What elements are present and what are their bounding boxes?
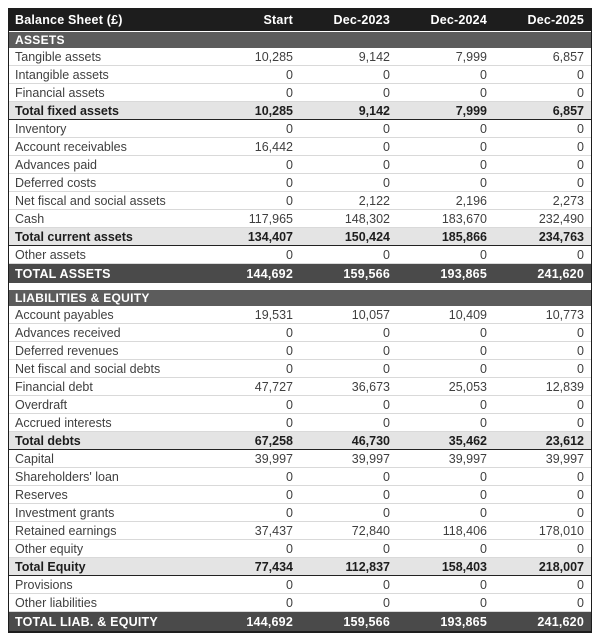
cell-value: 0 [577, 469, 584, 484]
cell-value: 0 [383, 397, 390, 412]
row-label: Reserves [15, 487, 68, 502]
table-row [9, 360, 591, 378]
cell-value: 0 [286, 85, 293, 100]
cell-value: 0 [286, 157, 293, 172]
table-row [9, 246, 591, 264]
cell-value: 0 [286, 325, 293, 340]
cell-value: 0 [577, 175, 584, 190]
cell-value: 0 [480, 361, 487, 376]
cell-value: 0 [577, 487, 584, 502]
cell-value: 0 [577, 157, 584, 172]
table-row [9, 594, 591, 612]
cell-value: 0 [383, 577, 390, 592]
cell-value: 0 [577, 595, 584, 610]
table-body [9, 31, 591, 631]
table-row [9, 342, 591, 360]
column-header: Start [263, 12, 293, 27]
row-label: Total fixed assets [15, 103, 119, 118]
cell-value: 158,403 [441, 559, 487, 574]
cell-value: 0 [480, 541, 487, 556]
cell-value: 0 [286, 469, 293, 484]
row-label: Advances received [15, 325, 121, 340]
row-label: Total debts [15, 433, 81, 448]
cell-value: 0 [286, 415, 293, 430]
cell-value: 218,007 [538, 559, 584, 574]
row-label: Other assets [15, 247, 86, 262]
cell-value: 7,999 [455, 49, 487, 64]
cell-value: 0 [286, 247, 293, 262]
row-label: Intangible assets [15, 67, 109, 82]
cell-value: 0 [480, 175, 487, 190]
table-row [9, 210, 591, 228]
cell-value: 193,865 [440, 266, 487, 281]
cell-value: 0 [577, 577, 584, 592]
cell-value: 46,730 [351, 433, 390, 448]
table-header-row [9, 8, 591, 31]
table-row [9, 192, 591, 210]
cell-value: 25,053 [448, 379, 487, 394]
cell-value: 0 [286, 487, 293, 502]
row-label: Retained earnings [15, 523, 117, 538]
table-row [9, 486, 591, 504]
cell-value: 0 [286, 577, 293, 592]
cell-value: 0 [286, 67, 293, 82]
cell-value: 39,997 [545, 451, 584, 466]
cell-value: 0 [383, 175, 390, 190]
row-label: Account receivables [15, 139, 127, 154]
cell-value: 0 [480, 85, 487, 100]
row-label: Total current assets [15, 229, 133, 244]
cell-value: 159,566 [343, 614, 390, 629]
total-row-label: TOTAL ASSETS [15, 266, 111, 281]
total-row [9, 612, 591, 631]
row-label: Other equity [15, 541, 84, 556]
cell-value: 0 [480, 343, 487, 358]
cell-value: 39,997 [254, 451, 293, 466]
table-row [9, 540, 591, 558]
cell-value: 234,763 [538, 229, 584, 244]
cell-value: 144,692 [246, 266, 293, 281]
cell-value: 0 [286, 361, 293, 376]
cell-value: 148,302 [344, 211, 390, 226]
cell-value: 0 [577, 247, 584, 262]
cell-value: 0 [286, 397, 293, 412]
cell-value: 10,409 [448, 307, 487, 322]
table-row [9, 504, 591, 522]
cell-value: 0 [286, 193, 293, 208]
cell-value: 134,407 [247, 229, 293, 244]
cell-value: 10,285 [254, 49, 293, 64]
cell-value: 0 [577, 361, 584, 376]
cell-value: 0 [480, 67, 487, 82]
cell-value: 178,010 [538, 523, 584, 538]
cell-value: 0 [383, 157, 390, 172]
row-label: Provisions [15, 577, 73, 592]
cell-value: 77,434 [254, 559, 293, 574]
cell-value: 185,866 [441, 229, 487, 244]
balance-sheet-table [8, 8, 592, 633]
cell-value: 0 [383, 469, 390, 484]
cell-value: 0 [286, 343, 293, 358]
cell-value: 118,406 [442, 523, 487, 538]
table-row [9, 120, 591, 138]
cell-value: 10,285 [254, 103, 293, 118]
cell-value: 0 [286, 541, 293, 556]
cell-value: 150,424 [344, 229, 390, 244]
cell-value: 0 [577, 325, 584, 340]
cell-value: 39,997 [351, 451, 390, 466]
row-label: Cash [15, 211, 45, 226]
table-row [9, 174, 591, 192]
section-header-label: LIABILITIES & EQUITY [15, 291, 150, 305]
cell-value: 0 [480, 247, 487, 262]
cell-value: 10,057 [351, 307, 390, 322]
table-row [9, 450, 591, 468]
cell-value: 0 [480, 415, 487, 430]
subtotal-row [9, 228, 591, 246]
cell-value: 117,965 [248, 211, 293, 226]
cell-value: 0 [480, 397, 487, 412]
table-row [9, 138, 591, 156]
table-title: Balance Sheet (£) [15, 12, 123, 27]
cell-value: 0 [577, 415, 584, 430]
row-label: Tangible assets [15, 49, 102, 64]
cell-value: 7,999 [455, 103, 487, 118]
cell-value: 0 [383, 85, 390, 100]
cell-value: 9,142 [358, 49, 390, 64]
cell-value: 232,490 [538, 211, 584, 226]
table-row [9, 84, 591, 102]
cell-value: 10,773 [545, 307, 584, 322]
cell-value: 0 [480, 157, 487, 172]
cell-value: 159,566 [343, 266, 390, 281]
cell-value: 0 [383, 139, 390, 154]
column-header: Dec-2024 [430, 12, 487, 27]
subtotal-row [9, 558, 591, 576]
row-label: Shareholders' loan [15, 469, 119, 484]
cell-value: 2,273 [552, 193, 584, 208]
cell-value: 0 [480, 121, 487, 136]
table-row [9, 576, 591, 594]
row-label: Account payables [15, 307, 114, 322]
cell-value: 0 [383, 343, 390, 358]
cell-value: 0 [480, 577, 487, 592]
table-row [9, 396, 591, 414]
cell-value: 241,620 [537, 266, 584, 281]
table-row [9, 522, 591, 540]
row-label: Accrued interests [15, 415, 112, 430]
table-row [9, 48, 591, 66]
section-header-row [9, 289, 591, 306]
cell-value: 0 [480, 487, 487, 502]
cell-value: 0 [286, 505, 293, 520]
row-label: Inventory [15, 121, 67, 136]
cell-value: 193,865 [440, 614, 487, 629]
cell-value: 6,857 [552, 49, 584, 64]
cell-value: 2,122 [358, 193, 390, 208]
row-label: Advances paid [15, 157, 98, 172]
cell-value: 0 [577, 343, 584, 358]
row-label: Deferred revenues [15, 343, 119, 358]
column-header: Dec-2025 [527, 12, 584, 27]
cell-value: 0 [383, 415, 390, 430]
cell-value: 0 [480, 595, 487, 610]
cell-value: 0 [383, 247, 390, 262]
row-label: Capital [15, 451, 54, 466]
cell-value: 144,692 [246, 614, 293, 629]
table-row [9, 378, 591, 396]
total-row [9, 264, 591, 283]
cell-value: 72,840 [351, 523, 390, 538]
cell-value: 0 [480, 469, 487, 484]
cell-value: 0 [383, 361, 390, 376]
cell-value: 47,727 [254, 379, 293, 394]
cell-value: 0 [286, 121, 293, 136]
cell-value: 37,437 [254, 523, 293, 538]
cell-value: 0 [577, 121, 584, 136]
table-row [9, 156, 591, 174]
cell-value: 0 [383, 487, 390, 502]
row-label: Investment grants [15, 505, 115, 520]
cell-value: 0 [577, 505, 584, 520]
row-label: Net fiscal and social debts [15, 361, 161, 376]
cell-value: 0 [480, 325, 487, 340]
cell-value: 0 [383, 325, 390, 340]
row-label: Net fiscal and social assets [15, 193, 166, 208]
cell-value: 0 [383, 595, 390, 610]
table-row [9, 324, 591, 342]
cell-value: 0 [480, 139, 487, 154]
cell-value: 19,531 [254, 307, 293, 322]
cell-value: 241,620 [537, 614, 584, 629]
table-row [9, 414, 591, 432]
cell-value: 35,462 [448, 433, 487, 448]
subtotal-row [9, 432, 591, 450]
cell-value: 0 [383, 541, 390, 556]
cell-value: 12,839 [545, 379, 584, 394]
cell-value: 0 [577, 67, 584, 82]
cell-value: 36,673 [351, 379, 390, 394]
cell-value: 9,142 [358, 103, 390, 118]
column-header: Dec-2023 [333, 12, 390, 27]
section-header-row [9, 31, 591, 48]
row-label: Financial debt [15, 379, 93, 394]
cell-value: 23,612 [545, 433, 584, 448]
table-row [9, 306, 591, 324]
cell-value: 0 [577, 541, 584, 556]
row-label: Overdraft [15, 397, 68, 412]
cell-value: 0 [577, 139, 584, 154]
cell-value: 0 [480, 505, 487, 520]
cell-value: 2,196 [455, 193, 487, 208]
cell-value: 0 [383, 505, 390, 520]
cell-value: 0 [577, 397, 584, 412]
cell-value: 0 [383, 67, 390, 82]
table-row [9, 468, 591, 486]
row-label: Financial assets [15, 85, 105, 100]
cell-value: 67,258 [254, 433, 293, 448]
table-row [9, 66, 591, 84]
cell-value: 0 [286, 595, 293, 610]
cell-value: 6,857 [552, 103, 584, 118]
cell-value: 0 [577, 85, 584, 100]
row-label: Deferred costs [15, 175, 97, 190]
total-row-label: TOTAL LIAB. & EQUITY [15, 614, 158, 629]
row-label: Other liabilities [15, 595, 97, 610]
cell-value: 0 [286, 175, 293, 190]
cell-value: 16,442 [254, 139, 293, 154]
cell-value: 0 [383, 121, 390, 136]
cell-value: 112,837 [345, 559, 390, 574]
subtotal-row [9, 102, 591, 120]
section-header-label: ASSETS [15, 33, 65, 47]
row-label: Total Equity [15, 559, 86, 574]
cell-value: 39,997 [448, 451, 487, 466]
cell-value: 183,670 [441, 211, 487, 226]
